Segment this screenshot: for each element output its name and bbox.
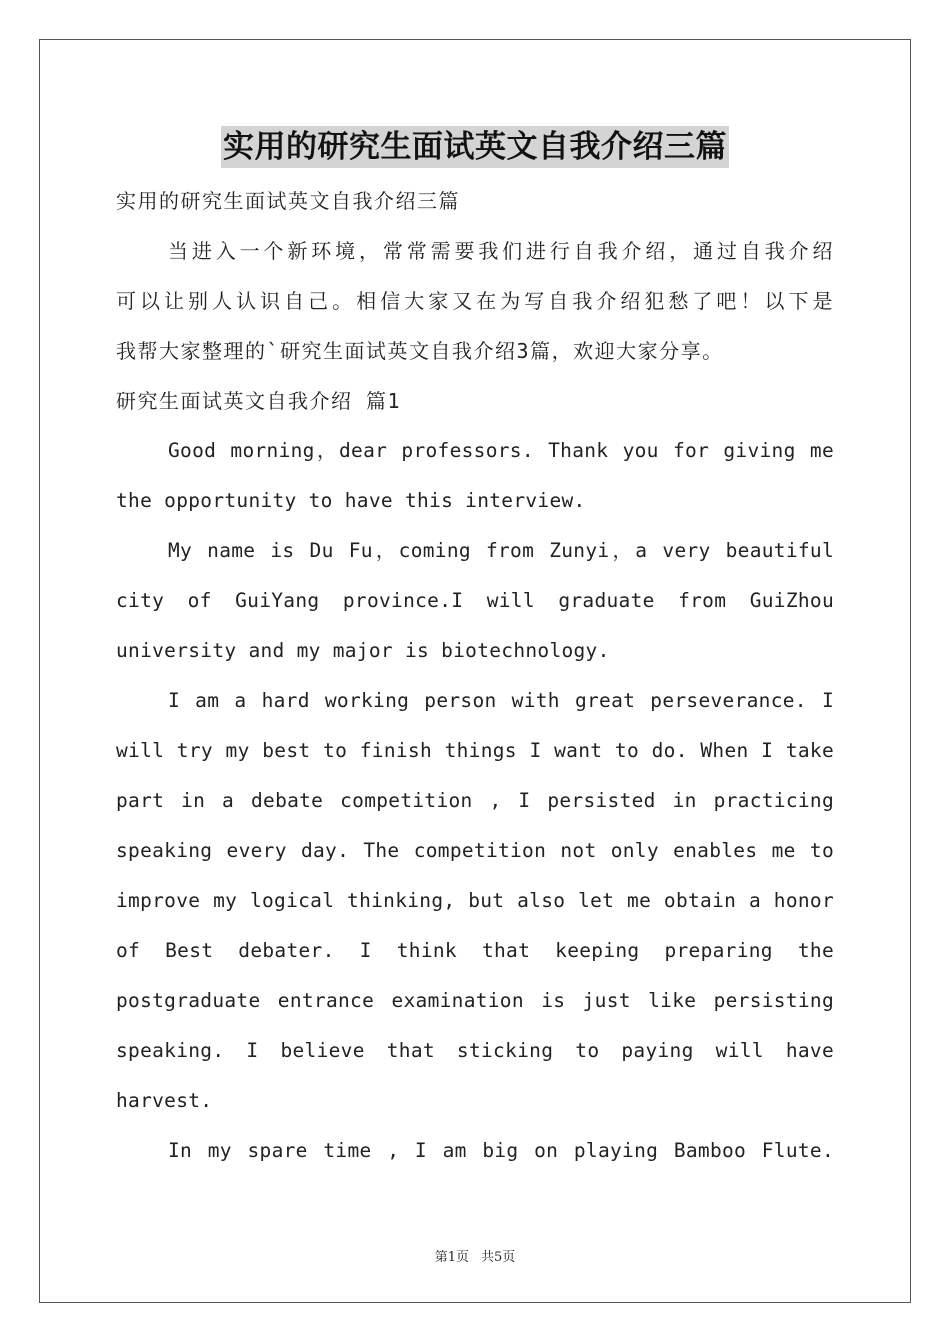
subtitle-line: 实用的研究生面试英文自我介绍三篇 [116,189,460,213]
paragraph-line: speaking every day. The competition not only enables me to [116,839,834,862]
paragraph-line: I am a hard working person with great perseverance. I [168,689,834,712]
paragraph-line: university and my major is biotechnology. [116,639,610,662]
paragraph-line: the opportunity to have this interview. [116,489,586,512]
paragraph-line: of Best debater. I think that keeping preparing the [116,939,834,962]
document-body [116,176,834,1176]
section-heading: 研究生面试英文自我介绍 篇1 [116,389,402,413]
paragraph-line: speaking. I believe that sticking to paying will have [116,1039,834,1062]
paragraph-line: In my spare time , I am big on playing Bamboo Flute. [168,1139,834,1162]
page-footer [0,1246,950,1265]
paragraph-line: postgraduate entrance examination is just like persisting [116,989,834,1012]
page-total: 共5页 [481,1250,516,1265]
paragraph-line: will try my best to finish things I want to do. When I take [116,739,834,762]
paragraph-line: My name is Du Fu，coming from Zunyi，a very beautiful [168,539,834,562]
page-number: 第1页 [434,1250,469,1265]
title-container [0,126,950,168]
paragraph-line: 我帮大家整理的`研究生面试英文自我介绍3篇，欢迎大家分享。 [116,339,724,363]
paragraph-line: city of GuiYang province.I will graduate from GuiZhou [116,589,834,612]
paragraph-line: 当进入一个新环境，常常需要我们进行自我介绍，通过自我介绍 [168,239,834,263]
paragraph-line: Good morning，dear professors. Thank you for giving me [168,439,834,462]
paragraph-line: improve my logical thinking, but also let me obtain a honor [116,889,834,912]
paragraph-line: part in a debate competition , I persisted in practicing [116,789,834,812]
document-title: 实用的研究生面试英文自我介绍三篇 [221,126,729,168]
paragraph-line: harvest. [116,1089,213,1112]
paragraph-line: 可以让别人认识自己。相信大家又在为写自我介绍犯愁了吧！以下是 [116,289,834,313]
